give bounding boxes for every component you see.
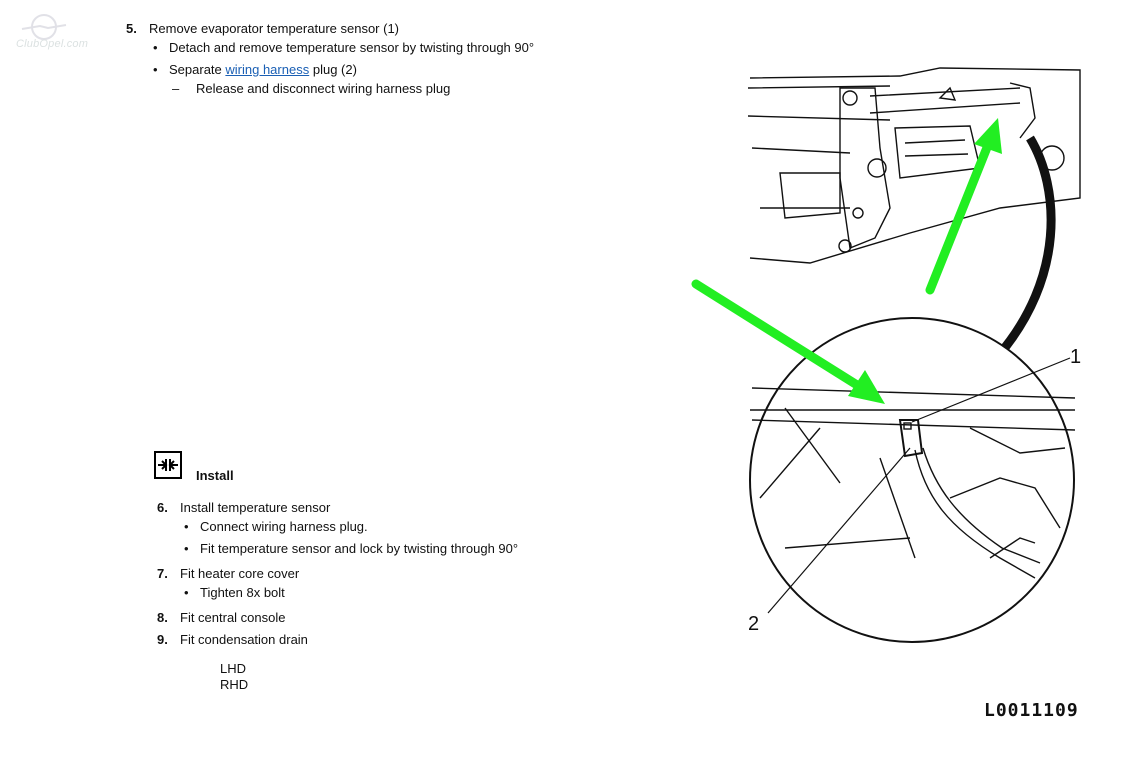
step-7-number: 7.: [157, 566, 168, 581]
step-8-number: 8.: [157, 610, 168, 625]
sensor-diagram: [690, 58, 1090, 648]
green-arrow-up: [930, 118, 1002, 290]
figure-code: L0011109: [984, 700, 1079, 721]
step-5-text: Remove evaporator temperature sensor (1): [149, 21, 400, 36]
step-9-text: Fit condensation drain: [180, 632, 308, 647]
detail-magnifier: [750, 318, 1075, 642]
drain-option-rhd[interactable]: RHD: [220, 677, 249, 692]
watermark: [14, 12, 119, 60]
wiring-harness-link[interactable]: wiring harness: [225, 62, 310, 77]
step-7-text: Fit heater core cover: [180, 566, 300, 581]
step-6-text: Install temperature sensor: [180, 500, 331, 515]
step-8-text: Fit central console: [180, 610, 286, 625]
callout-connector: [998, 138, 1051, 356]
drain-option-lhd[interactable]: LHD: [220, 661, 247, 676]
step-5-dash-item: – Release and disconnect wiring harness plug: [196, 81, 450, 96]
step-5-number: 5.: [126, 21, 137, 36]
watermark-text: ClubOpel.com: [16, 38, 89, 50]
install-heading: Install: [196, 468, 234, 483]
step-6-bullet-2: • Fit temperature sensor and lock by twisting through 90°: [200, 541, 518, 556]
step-5-bullet-2: [169, 62, 357, 77]
install-arrows-icon: [154, 451, 182, 479]
callout-label-2: 2: [748, 613, 760, 635]
step-5-bullet-1: • Detach and remove temperature sensor by twisting through 90°: [169, 40, 534, 55]
separate-prefix: Separate: [169, 62, 222, 77]
step-9-number: 9.: [157, 632, 168, 647]
step-6-bullet-1: • Connect wiring harness plug.: [200, 519, 368, 534]
step-7-bullet-1: • Tighten 8x bolt: [200, 585, 285, 600]
step-6-number: 6.: [157, 500, 168, 515]
separate-suffix: plug (2): [312, 62, 357, 77]
assembly-overview: [748, 68, 1080, 263]
callout-label-1: 1: [1070, 346, 1082, 368]
